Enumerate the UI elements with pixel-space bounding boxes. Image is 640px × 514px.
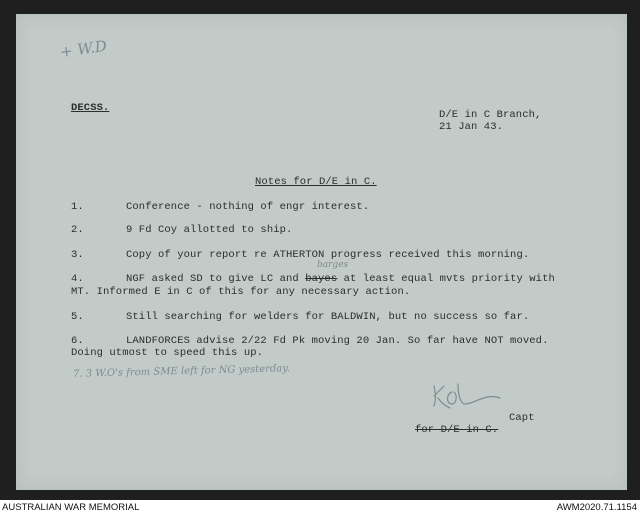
reference-code: DECSS. (71, 102, 110, 114)
signature-rank: Capt (509, 412, 535, 424)
struck-signature-line: for D/E in C. (415, 424, 499, 436)
item-text: 9 Fd Coy allotted to ship. (126, 224, 293, 236)
item-text-after: at least equal mvts priority with (337, 273, 555, 285)
item-number: 3. (71, 249, 84, 261)
item-text-before: NGF asked SD to give LC and (126, 273, 306, 285)
footer-accession-number: AWM2020.71.1154 (556, 502, 637, 513)
addressee-line-1: D/E in C Branch, (439, 109, 542, 121)
document-page (16, 14, 627, 490)
item-number: 5. (71, 311, 84, 323)
handwritten-annotation-top: + W.D (58, 36, 108, 62)
item-text: Still searching for welders for BALDWIN, but no success so far. (126, 311, 530, 323)
item-number: 4. (71, 273, 84, 285)
item-text (126, 273, 555, 285)
item-text: Copy of your report re ATHERTON progress received this morning. (126, 249, 530, 261)
footer-source: AUSTRALIAN WAR MEMORIAL (2, 502, 140, 513)
item-text: LANDFORCES advise 2/22 Fd Pk moving 20 Jan. So far have NOT moved. (126, 335, 549, 347)
handwritten-insertion: barges (317, 260, 349, 270)
item-number: 2. (71, 224, 84, 236)
item-text-line-2: MT. Informed E in C of this for any necessary action. (71, 286, 411, 298)
date-line: 21 Jan 43. (439, 121, 504, 133)
item-text-line-2: Doing utmost to speed this up. (71, 347, 264, 359)
signature-initials (428, 378, 504, 414)
document-title: Notes for D/E in C. (255, 176, 377, 188)
handwritten-note: 7. 3 W.O's from SME left for NG yesterday. (72, 363, 290, 380)
struck-word: bayes (305, 273, 338, 285)
item-number: 6. (71, 335, 84, 347)
item-number: 1. (71, 201, 84, 213)
item-text: Conference - nothing of engr interest. (126, 201, 370, 213)
